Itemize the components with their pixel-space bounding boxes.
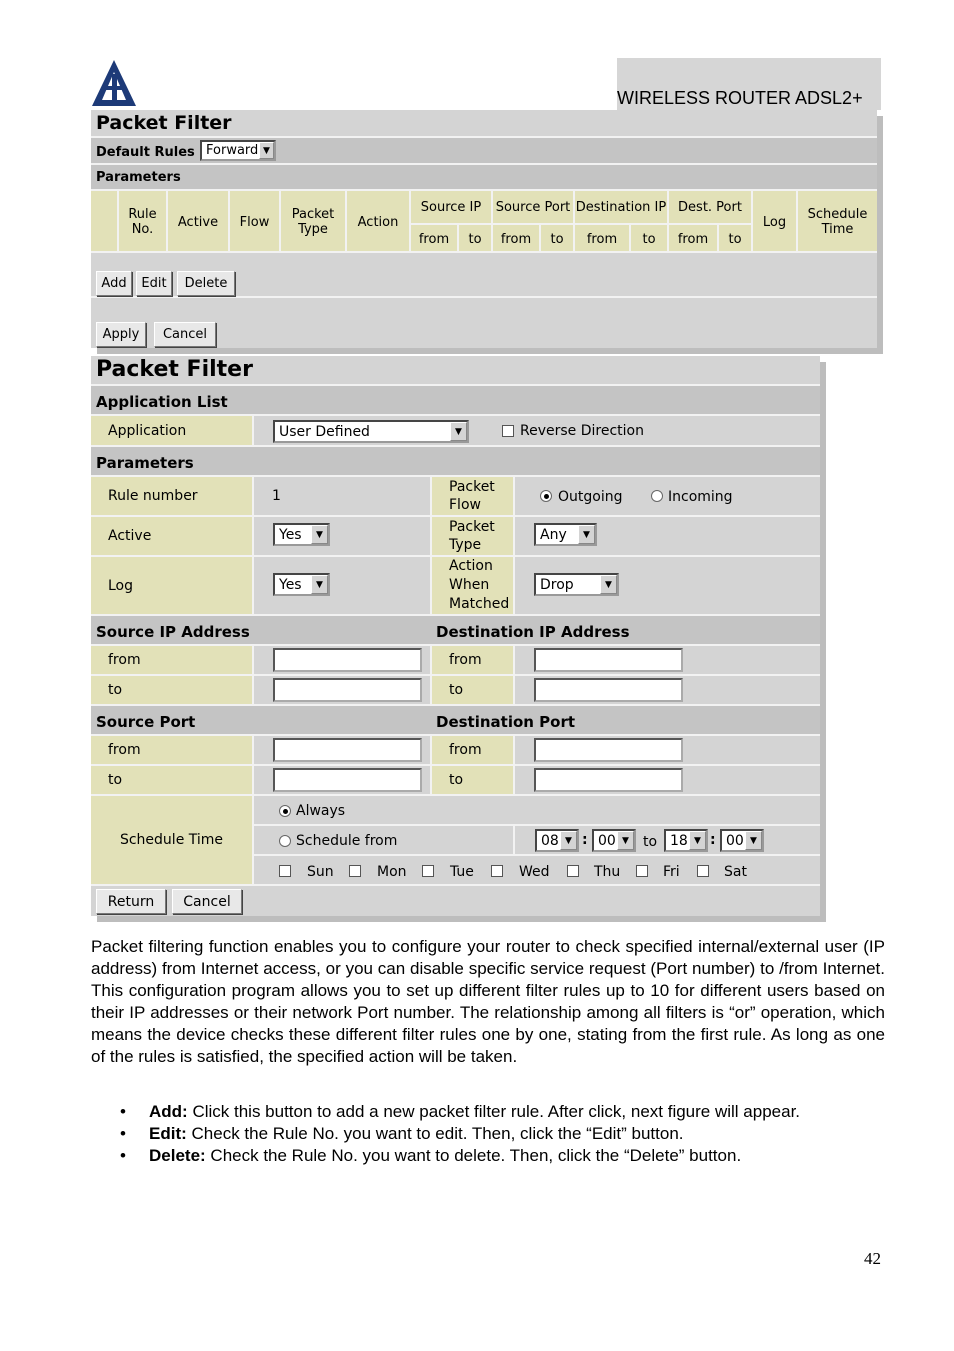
panel-title-row [91,110,877,138]
log-row [91,557,820,616]
end-hour-value: 18 [670,832,688,849]
column-destination-ip-to: to [631,225,669,253]
packet-filter-edit-panel [91,356,820,916]
active-row [91,517,820,557]
active-label: Active [91,517,254,555]
log-label: Log [91,557,254,614]
port-from-row [91,736,820,766]
panel-title: Packet Filter [96,357,253,382]
chevron-down-icon[interactable]: ▼ [617,831,634,850]
column-action: Action [347,191,411,253]
end-hour-select[interactable] [664,829,708,852]
column-packet-type: Packet Type [281,191,347,253]
bullet-icon: • [120,1146,126,1165]
day-label-wed: Wed [519,864,550,880]
log-value: Yes [279,576,302,593]
schedule-from-label: Schedule from [296,833,398,849]
chevron-down-icon[interactable]: ▼ [689,831,706,850]
parameters-label: Parameters [96,170,181,185]
delete-term: Delete: [149,1146,206,1165]
cancel-button[interactable]: Cancel [172,889,242,914]
destination-ip-from-label: from [430,646,515,674]
rule-number-row [91,477,820,517]
chevron-down-icon[interactable]: ▼ [600,575,617,594]
port-header [91,706,820,736]
list-item [120,1123,885,1145]
start-time-colon: : [582,832,588,848]
description-paragraph: Packet filtering function enables you to configure your router to check specified internal/external user (IP address) from Internet access, or you can disable specific service request (Port number) to /from Internet. This configuration program allows you to set up different filter rules up to 10 for different users based on their IP addresses or their network Port number. The relationship among all filters is “or” operation, which means the device checks these different filter rules one by one, stating from the first rule. As long as one of the rules is satisfied, the specified action will be taken. [91,937,885,1066]
time-range-to-label: to [643,834,658,850]
return-button[interactable]: Return [96,889,166,914]
rule-number-label: Rule number [91,477,254,515]
reverse-direction-label: Reverse Direction [520,423,644,439]
rules-table-header [91,191,877,253]
start-hour-value: 08 [541,832,559,849]
cancel-button[interactable]: Cancel [154,322,216,347]
incoming-label: Incoming [668,489,733,505]
destination-port-from-label: from [430,736,515,764]
application-select[interactable] [273,420,469,443]
outgoing-label: Outgoing [558,489,623,505]
chevron-down-icon[interactable]: ▼ [311,575,328,594]
end-minute-select[interactable] [720,829,764,852]
edit-buttons-row [91,253,877,298]
panel-title: Packet Filter [96,112,232,134]
column-source-port-to: to [541,225,575,253]
application-list-header [91,386,820,416]
packet-type-label: Packet Type [430,517,515,555]
default-rules-value: Forward [206,143,259,158]
active-select[interactable] [273,523,330,546]
day-label-sun: Sun [307,864,334,880]
end-time-colon: : [710,832,716,848]
schedule-from-radio[interactable] [279,835,291,847]
destination-ip-to-label: to [430,676,515,704]
column-flow: Flow [230,191,281,253]
action-select[interactable] [534,573,619,596]
column-source-ip-to: to [459,225,493,253]
tue-checkbox[interactable] [422,865,434,877]
always-label: Always [296,803,346,819]
chevron-down-icon[interactable]: ▼ [259,142,274,159]
chevron-down-icon[interactable]: ▼ [578,525,595,544]
document-header-title: WIRELESS ROUTER ADSL2+ [617,88,863,108]
column-source-port-from: from [493,225,541,253]
chevron-down-icon[interactable]: ▼ [450,422,467,441]
schedule-from-row [254,826,820,856]
schedule-days-row [254,856,820,886]
column-dest-port: Dest. Port [669,191,753,225]
destination-ip-from-input[interactable] [534,648,683,672]
destination-ip-to-input[interactable] [534,678,683,702]
parameters-label: Parameters [96,454,194,472]
day-label-sat: Sat [724,864,747,880]
day-label-thu: Thu [594,864,621,880]
default-rules-label: Default Rules [96,145,195,160]
source-ip-label: Source IP Address [96,623,250,641]
source-port-from-label: from [91,736,254,764]
sat-checkbox[interactable] [697,865,709,877]
column-active: Active [168,191,230,253]
source-ip-to-label: to [91,676,254,704]
button-descriptions-list [120,1101,885,1167]
form-buttons-row [91,886,820,916]
bullet-icon: • [120,1124,126,1143]
rule-number-value: 1 [272,488,281,504]
wed-checkbox[interactable] [491,865,503,877]
edit-description: Check the Rule No. you want to edit. Then, click the “Edit” button. [186,1124,684,1143]
page-number: 42 [864,1249,881,1268]
column-source-port: Source Port [493,191,575,225]
end-minute-value: 00 [726,832,744,849]
column-dest-port-from: from [669,225,719,253]
edit-button[interactable]: Edit [136,271,172,296]
destination-port-label: Destination Port [436,713,576,731]
add-button[interactable]: Add [96,271,132,296]
parameters-header [91,447,820,477]
application-list-label: Application List [96,393,228,411]
apply-button[interactable]: Apply [96,322,146,347]
day-label-mon: Mon [377,864,407,880]
active-value: Yes [279,526,302,543]
start-minute-select[interactable] [592,829,636,852]
always-radio[interactable] [279,805,291,817]
select-column-header [91,191,119,253]
default-rules-select[interactable] [200,140,276,161]
incoming-radio[interactable] [651,490,663,502]
outgoing-radio[interactable] [540,490,552,502]
destination-port-to-label: to [430,766,515,794]
source-port-to-input[interactable] [273,768,422,792]
add-description: Click this button to add a new packet filter rule. After click, next figure will appear. [187,1102,801,1121]
application-label: Application [91,416,254,445]
action-when-matched-label: Action When Matched [430,557,515,614]
column-destination-ip: Destination IP [575,191,669,225]
destination-ip-label: Destination IP Address [436,623,630,641]
packet-type-select[interactable] [534,523,597,546]
port-to-row [91,766,820,796]
action-value: Drop [540,576,574,593]
list-item [120,1145,885,1167]
default-rules-row [91,138,877,165]
fri-checkbox[interactable] [636,865,648,877]
start-hour-select[interactable] [535,829,579,852]
column-dest-port-to: to [719,225,753,253]
edit-term: Edit: [149,1124,187,1143]
destination-port-from-input[interactable] [534,738,683,762]
bullet-icon: • [120,1102,126,1121]
application-row [91,416,820,447]
column-destination-ip-from: from [575,225,631,253]
reverse-direction-checkbox[interactable] [502,425,514,437]
brand-logo [92,60,136,106]
add-term: Add: [149,1102,188,1121]
start-minute-value: 00 [598,832,616,849]
application-value: User Defined [279,423,370,440]
destination-port-to-input[interactable] [534,768,683,792]
ip-to-row [91,676,820,706]
packet-filter-list-panel [91,110,877,348]
source-ip-to-input[interactable] [273,678,422,702]
column-source-ip-from: from [411,225,459,253]
packet-flow-label: Packet Flow [430,477,515,515]
source-ip-from-label: from [91,646,254,674]
thu-checkbox[interactable] [567,865,579,877]
log-select[interactable] [273,573,330,596]
parameters-header [91,165,877,191]
panel-title-row [91,356,820,386]
ip-from-row [91,646,820,676]
source-port-label: Source Port [96,713,196,731]
delete-button[interactable]: Delete [177,271,235,296]
sun-checkbox[interactable] [279,865,291,877]
mon-checkbox[interactable] [349,865,361,877]
column-source-ip: Source IP [411,191,493,225]
column-rule-no: Rule No. [119,191,168,253]
source-port-to-label: to [91,766,254,794]
schedule-time-label: Schedule Time [91,796,254,886]
column-log: Log [753,191,798,253]
day-label-fri: Fri [663,864,680,880]
list-item [120,1101,885,1123]
chevron-down-icon[interactable]: ▼ [311,525,328,544]
apply-buttons-row [91,298,877,348]
source-ip-from-input[interactable] [273,648,422,672]
ip-address-header [91,616,820,646]
schedule-always-row [254,796,820,826]
chevron-down-icon[interactable]: ▼ [560,831,577,850]
delete-description: Check the Rule No. you want to delete. Then, click the “Delete” button. [205,1146,742,1165]
column-schedule-time: Schedule Time [807,207,868,237]
source-port-from-input[interactable] [273,738,422,762]
chevron-down-icon[interactable]: ▼ [745,831,762,850]
day-label-tue: Tue [450,864,474,880]
packet-type-value: Any [540,526,567,543]
